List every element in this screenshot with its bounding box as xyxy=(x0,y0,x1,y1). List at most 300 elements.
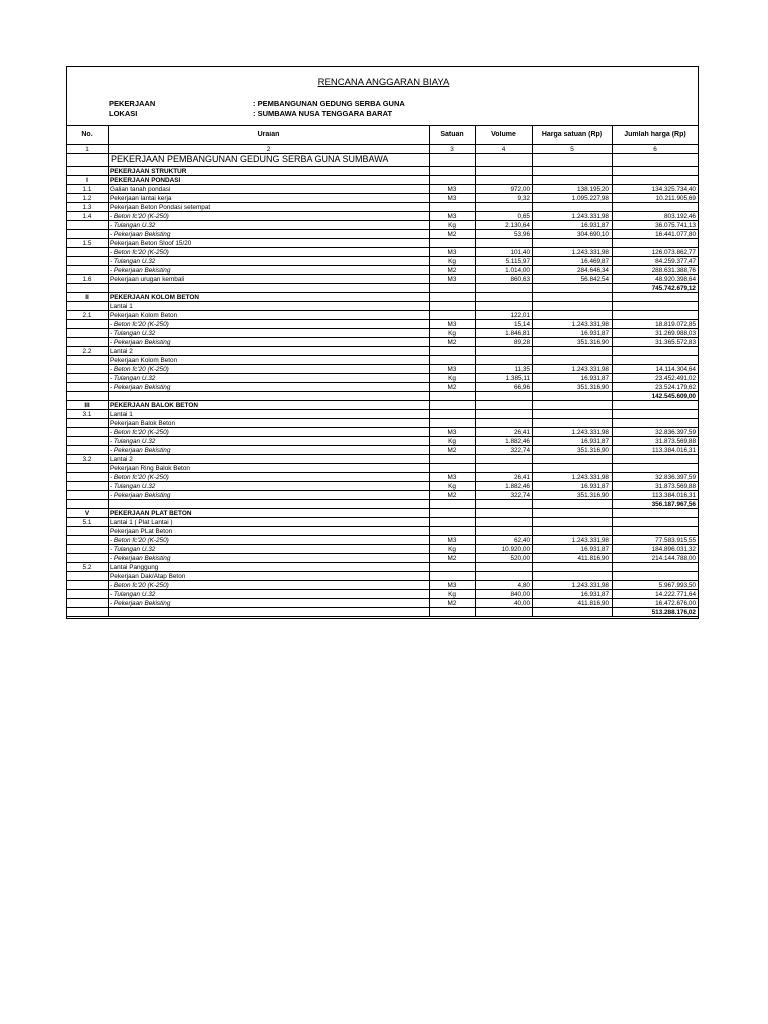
col-header-satuan: Satuan xyxy=(440,131,464,138)
cell-harga: 16.931,87 xyxy=(580,329,609,337)
cell-jumlah xyxy=(612,167,696,176)
cell-uraian: - Pekerjaan Bekisting xyxy=(110,230,171,238)
cell-uraian: - Tulangan U.32 xyxy=(110,590,156,598)
cell-volume xyxy=(475,239,530,248)
cell-jumlah xyxy=(612,563,696,572)
cell-jumlah: 214.144.788,00 xyxy=(651,554,696,562)
cell-jumlah: 14.222.771,64 xyxy=(655,590,696,598)
cell-jumlah: 356.187.967,56 xyxy=(651,500,696,508)
cell-jumlah: 184.896.031,32 xyxy=(651,545,696,553)
cell-harga xyxy=(532,455,609,464)
cell-harga: 351.316,90 xyxy=(577,338,609,346)
cell-harga xyxy=(532,302,609,311)
cell-volume xyxy=(475,464,530,473)
cell-uraian: Pekerjaan Kolom Beton xyxy=(110,311,178,319)
cell-volume xyxy=(475,527,530,536)
cell-satuan: M3 xyxy=(447,428,457,436)
cell-harga: 411.816,90 xyxy=(577,554,609,562)
cell-satuan xyxy=(429,518,475,527)
cell-volume xyxy=(475,293,530,302)
cell-no xyxy=(66,230,108,239)
grid-vline xyxy=(108,125,109,616)
col-header-jumlah: Jumlah harga (Rp) xyxy=(624,131,686,138)
col-number: 1 xyxy=(85,146,89,153)
cell-uraian: - Beton fc'20 (K-250) xyxy=(110,365,169,373)
cell-harga: 16.931,87 xyxy=(580,482,609,490)
cell-satuan: M3 xyxy=(447,320,457,328)
cell-no xyxy=(66,572,108,581)
pekerjaan-label: PEKERJAAN xyxy=(109,99,156,108)
cell-satuan xyxy=(429,455,475,464)
cell-harga: 16.931,87 xyxy=(580,545,609,553)
cell-no: 1.2 xyxy=(82,194,92,202)
cell-volume: 26,41 xyxy=(514,473,530,481)
cell-harga: 16.931,87 xyxy=(580,221,609,229)
cell-harga: 16.931,87 xyxy=(580,590,609,598)
cell-no: 5.1 xyxy=(82,518,92,526)
cell-uraian: - Pekerjaan Bekisting xyxy=(110,338,171,346)
cell-no xyxy=(66,383,108,392)
cell-no: 1.6 xyxy=(82,275,92,283)
cell-harga: 351.316,90 xyxy=(577,446,609,454)
cell-volume: 1.385,11 xyxy=(505,374,530,382)
cell-uraian xyxy=(110,608,429,617)
cell-uraian: - Beton fc'20 (K-250) xyxy=(110,473,169,481)
cell-no: 3.2 xyxy=(82,455,92,463)
cell-volume: 4,80 xyxy=(517,581,530,589)
cell-no xyxy=(66,608,108,617)
cell-harga: 1.243.331,98 xyxy=(571,365,609,373)
cell-volume: 53,96 xyxy=(514,230,530,238)
cell-volume xyxy=(475,302,530,311)
cell-uraian: Lantai Panggung xyxy=(110,563,159,571)
cell-uraian: Pekerjaan Beton Pondasi setempat xyxy=(110,203,211,211)
cell-jumlah: 23.452.491,02 xyxy=(655,374,696,382)
cell-no xyxy=(66,365,108,374)
cell-harga xyxy=(532,311,609,320)
col-number: 2 xyxy=(266,146,271,153)
cell-satuan xyxy=(429,392,475,401)
cell-no xyxy=(66,527,108,536)
cell-no xyxy=(66,221,108,230)
cell-harga xyxy=(532,356,609,365)
cell-jumlah: 16.472.676,00 xyxy=(655,599,696,607)
cell-satuan xyxy=(429,284,475,293)
cell-no xyxy=(66,428,108,437)
cell-uraian: - Tulangan U.32 xyxy=(110,329,156,337)
cell-jumlah xyxy=(612,176,696,185)
cell-no xyxy=(66,374,108,383)
cell-harga xyxy=(532,392,609,401)
cell-uraian: - Pekerjaan Bekisting xyxy=(110,491,171,499)
cell-volume: 62,40 xyxy=(514,536,530,544)
cell-no xyxy=(66,329,108,338)
cell-volume xyxy=(475,203,530,212)
cell-satuan xyxy=(429,608,475,617)
cell-satuan xyxy=(429,572,475,581)
cell-no xyxy=(66,500,108,509)
cell-volume: 66,96 xyxy=(514,383,530,391)
cell-jumlah xyxy=(612,203,696,212)
cell-jumlah: 113.384.016,31 xyxy=(652,446,696,454)
col-number: 6 xyxy=(653,146,657,153)
cell-volume: 1.882,46 xyxy=(505,482,530,490)
cell-uraian: - Pekerjaan Bekisting xyxy=(110,446,171,454)
cell-satuan xyxy=(429,347,475,356)
cell-jumlah: 36.075.741,13 xyxy=(655,221,696,229)
cell-uraian: - Tulangan U.32 xyxy=(110,221,156,229)
cell-jumlah: 745.742.679,12 xyxy=(651,284,696,292)
cell-no xyxy=(66,284,108,293)
cell-uraian: - Beton fc'20 (K-250) xyxy=(110,581,169,589)
cell-satuan xyxy=(429,239,475,248)
cell-satuan xyxy=(429,293,475,302)
cell-harga: 16.931,87 xyxy=(580,437,609,445)
cell-no xyxy=(66,419,108,428)
cell-uraian: Galian tanah pondasi xyxy=(110,185,171,193)
cell-no xyxy=(66,581,108,590)
cell-volume xyxy=(475,500,530,509)
cell-no xyxy=(66,536,108,545)
cell-harga: 138.195,20 xyxy=(577,185,609,193)
cell-no xyxy=(66,464,108,473)
cell-uraian: Lantai 1 xyxy=(110,302,133,310)
cell-harga: 1.243.331,98 xyxy=(571,212,609,220)
cell-uraian: - Pekerjaan Bekisting xyxy=(110,383,171,391)
cell-volume xyxy=(475,284,530,293)
col-header-uraian: Uraian xyxy=(257,131,280,138)
cell-no xyxy=(66,392,108,401)
cell-harga: 1.243.331,98 xyxy=(571,473,609,481)
cell-satuan: M3 xyxy=(447,365,457,373)
cell-no: II xyxy=(85,293,89,301)
cell-volume: 9,32 xyxy=(517,194,530,202)
cell-harga xyxy=(532,500,609,509)
cell-satuan xyxy=(429,302,475,311)
cell-jumlah: 32.836.397,59 xyxy=(655,428,696,436)
cell-uraian: - Tulangan U.32 xyxy=(110,482,156,490)
cell-uraian: Pekerjaan PLat Beton xyxy=(110,527,173,535)
cell-jumlah xyxy=(612,572,696,581)
cell-harga: 411.816,90 xyxy=(577,599,609,607)
cell-no: III xyxy=(84,401,90,409)
cell-no xyxy=(66,599,108,608)
cell-jumlah xyxy=(612,401,696,410)
cell-jumlah xyxy=(612,311,696,320)
cell-no xyxy=(66,320,108,329)
cell-satuan: M3 xyxy=(447,248,457,256)
cell-jumlah: 5.967.993,50 xyxy=(658,581,696,589)
cell-volume: 1.882,46 xyxy=(505,437,530,445)
cell-no xyxy=(66,473,108,482)
cell-no: 5.2 xyxy=(82,563,92,571)
cell-jumlah xyxy=(612,356,696,365)
cell-harga xyxy=(532,464,609,473)
cell-volume: 1.014,00 xyxy=(505,266,530,274)
cell-satuan: M2 xyxy=(447,554,457,562)
cell-satuan: Kg xyxy=(448,374,456,382)
cell-jumlah xyxy=(612,347,696,356)
cell-harga: 1.243.331,98 xyxy=(571,428,609,436)
cell-jumlah: 23.524.179,62 xyxy=(655,383,696,391)
cell-harga: 56.842,54 xyxy=(580,275,609,283)
cell-uraian: - Beton fc'20 (K-250) xyxy=(110,320,169,328)
cell-volume xyxy=(475,563,530,572)
cell-satuan: Kg xyxy=(448,590,456,598)
cell-harga xyxy=(532,293,609,302)
cell-jumlah xyxy=(612,509,696,518)
project-title: PEKERJAAN PEMBANGUNAN GEDUNG SERBA GUNA SUMBAWA xyxy=(111,154,389,164)
cell-harga: 1.243.331,98 xyxy=(571,581,609,589)
col-number: 5 xyxy=(570,146,574,153)
cell-satuan xyxy=(429,167,475,176)
cell-harga xyxy=(532,419,609,428)
cell-no xyxy=(66,590,108,599)
cell-uraian: - Tulangan U.32 xyxy=(110,374,156,382)
cell-satuan: Kg xyxy=(448,482,456,490)
cell-uraian xyxy=(110,284,429,293)
document-title: RENCANA ANGGARAN BIAYA xyxy=(317,77,450,88)
cell-jumlah: 31.365.572,83 xyxy=(655,338,696,346)
cell-volume xyxy=(475,419,530,428)
cell-uraian xyxy=(110,500,429,509)
cell-satuan xyxy=(429,464,475,473)
cell-harga xyxy=(532,608,609,617)
lokasi-value: : SUMBAWA NUSA TENGGARA BARAT xyxy=(253,109,393,118)
cell-jumlah xyxy=(612,239,696,248)
cell-no xyxy=(66,248,108,257)
cell-harga xyxy=(532,176,609,185)
cell-jumlah xyxy=(612,419,696,428)
cell-no xyxy=(66,302,108,311)
cell-uraian: - Pekerjaan Bekisting xyxy=(110,554,171,562)
cell-satuan: Kg xyxy=(448,257,456,265)
cell-satuan: M2 xyxy=(447,230,457,238)
cell-no: 1.3 xyxy=(82,203,92,211)
cell-volume xyxy=(475,347,530,356)
cell-satuan: M2 xyxy=(447,446,457,454)
cell-uraian: PEKERJAAN PLAT BETON xyxy=(110,509,192,517)
cell-volume xyxy=(475,509,530,518)
cell-satuan: M3 xyxy=(447,275,457,283)
cell-satuan: M3 xyxy=(447,194,457,202)
cell-harga xyxy=(532,410,609,419)
cell-volume: 520,00 xyxy=(510,554,530,562)
col-header-no: No. xyxy=(81,131,93,138)
cell-satuan: M3 xyxy=(447,581,457,589)
cell-jumlah: 32.836.397,59 xyxy=(655,473,696,481)
cell-satuan: M2 xyxy=(447,266,457,274)
cell-jumlah: 16.441.077,80 xyxy=(655,230,696,238)
cell-uraian: Pekerjaan lantai kerja xyxy=(110,194,172,202)
cell-satuan xyxy=(429,203,475,212)
cell-no xyxy=(66,482,108,491)
cell-harga: 1.243.331,98 xyxy=(571,536,609,544)
cell-volume: 15,14 xyxy=(514,320,530,328)
cell-volume: 322,74 xyxy=(510,446,530,454)
cell-uraian: PEKERJAAN STRUKTUR xyxy=(110,167,187,175)
cell-no xyxy=(66,545,108,554)
cell-harga: 16.931,87 xyxy=(580,374,609,382)
cell-satuan: Kg xyxy=(448,329,456,337)
cell-no xyxy=(66,446,108,455)
cell-no xyxy=(66,167,108,176)
cell-uraian: Pekerjaan Beton Sloof 15/20 xyxy=(110,239,192,247)
cell-jumlah: 18.819.072,85 xyxy=(655,320,696,328)
grid-hline xyxy=(66,125,699,126)
cell-uraian: PEKERJAAN PONDASI xyxy=(110,176,181,184)
cell-satuan: M3 xyxy=(447,536,457,544)
cell-satuan xyxy=(429,356,475,365)
cell-satuan: Kg xyxy=(448,437,456,445)
cell-uraian: Pekerjaan Kolom Beton xyxy=(110,356,178,364)
cell-volume xyxy=(475,608,530,617)
cell-satuan: M2 xyxy=(447,491,457,499)
cell-volume xyxy=(475,167,530,176)
cell-no: 2.1 xyxy=(82,311,92,319)
cell-satuan: M3 xyxy=(447,185,457,193)
cell-jumlah xyxy=(612,527,696,536)
cell-no xyxy=(66,257,108,266)
cell-uraian: Pekerjaan Ring Balok Beton xyxy=(110,464,190,472)
cell-uraian: - Tulangan U.32 xyxy=(110,257,156,265)
cell-harga: 1.243.331,98 xyxy=(571,248,609,256)
cell-uraian: - Beton fc'20 (K-250) xyxy=(110,536,169,544)
cell-no: 3.1 xyxy=(82,410,92,418)
cell-jumlah: 126.073.862,77 xyxy=(651,248,696,256)
cell-jumlah xyxy=(612,455,696,464)
col-number: 4 xyxy=(501,146,506,153)
cell-no xyxy=(66,491,108,500)
cell-harga: 1.243.331,98 xyxy=(571,320,609,328)
cell-volume: 10.920,00 xyxy=(501,545,530,553)
cell-jumlah: 288.631.388,76 xyxy=(651,266,696,274)
cell-satuan xyxy=(429,527,475,536)
cell-harga xyxy=(532,239,609,248)
cell-harga xyxy=(532,347,609,356)
cell-uraian: - Tulangan U.32 xyxy=(110,545,156,553)
cell-volume: 5.115,97 xyxy=(505,257,530,265)
cell-uraian: Lantai 2 xyxy=(110,455,133,463)
cell-no: I xyxy=(86,176,88,184)
cell-satuan xyxy=(429,563,475,572)
cell-satuan: M2 xyxy=(447,599,457,607)
cell-volume xyxy=(475,392,530,401)
cell-satuan: Kg xyxy=(448,545,456,553)
col-number: 3 xyxy=(450,146,454,153)
cell-harga: 351.316,90 xyxy=(577,383,609,391)
cell-harga: 16.469,87 xyxy=(580,257,609,265)
cell-volume: 972,00 xyxy=(510,185,530,193)
cell-harga xyxy=(532,509,609,518)
cell-satuan xyxy=(429,311,475,320)
cell-uraian: - Beton fc'20 (K-250) xyxy=(110,428,169,436)
cell-jumlah: 84.259.377,47 xyxy=(655,257,696,265)
cell-jumlah: 803.192,46 xyxy=(664,212,696,220)
cell-jumlah: 31.873.569,88 xyxy=(655,437,696,445)
cell-no xyxy=(66,437,108,446)
cell-uraian: PEKERJAAN KOLOM BETON xyxy=(110,293,200,301)
cell-harga xyxy=(532,167,609,176)
cell-volume: 40,00 xyxy=(514,599,530,607)
cell-uraian: - Pekerjaan Bekisting xyxy=(110,266,171,274)
col-header-harga: Harga satuan (Rp) xyxy=(541,131,603,138)
cell-jumlah: 77.583.915,55 xyxy=(655,536,696,544)
cell-harga: 1.095.227,98 xyxy=(571,194,609,202)
cell-uraian: - Beton fc'20 (K-250) xyxy=(110,248,169,256)
cell-harga xyxy=(532,527,609,536)
cell-jumlah xyxy=(612,464,696,473)
cell-no: V xyxy=(84,509,90,517)
cell-uraian: Lantai 2 xyxy=(110,347,133,355)
cell-satuan: M3 xyxy=(447,473,457,481)
cell-volume: 322,74 xyxy=(510,491,530,499)
cell-harga xyxy=(532,203,609,212)
cell-jumlah: 31.873.569,88 xyxy=(655,482,696,490)
cell-satuan xyxy=(429,401,475,410)
cell-satuan: M2 xyxy=(447,338,457,346)
cell-jumlah: 31.269.988,03 xyxy=(655,329,696,337)
cell-volume: 101,40 xyxy=(510,248,530,256)
cell-jumlah: 134.325.734,40 xyxy=(651,185,696,193)
cell-volume xyxy=(475,455,530,464)
cell-jumlah: 142.545.609,00 xyxy=(651,392,696,400)
cell-uraian: Pekerjaan Dak/Atap Beton xyxy=(110,572,186,580)
pekerjaan-value: : PEMBANGUNAN GEDUNG SERBA GUNA xyxy=(253,99,405,108)
cell-volume: 122,01 xyxy=(510,311,530,319)
cell-uraian: - Pekerjaan Bekisting xyxy=(110,599,171,607)
cell-satuan xyxy=(429,509,475,518)
cell-satuan xyxy=(429,410,475,419)
cell-harga xyxy=(532,572,609,581)
cell-harga xyxy=(532,401,609,410)
col-header-volume: Volume xyxy=(491,131,516,138)
cell-uraian: Lantai 1 xyxy=(110,410,133,418)
lokasi-label: LOKASI xyxy=(109,109,138,118)
cell-harga: 351.316,90 xyxy=(577,491,609,499)
grid-hline xyxy=(66,153,699,154)
cell-uraian: Lantai 1 ( Plat Lantai ) xyxy=(110,518,173,526)
cell-jumlah: 48.920.398,64 xyxy=(655,275,696,283)
cell-harga xyxy=(532,563,609,572)
cell-volume: 0,65 xyxy=(517,212,530,220)
cell-jumlah xyxy=(612,302,696,311)
cell-no xyxy=(66,266,108,275)
cell-satuan: M3 xyxy=(447,212,457,220)
cell-jumlah xyxy=(612,293,696,302)
cell-no: 1.4 xyxy=(82,212,92,220)
cell-volume: 1.846,81 xyxy=(505,329,530,337)
cell-uraian: Pekerjaan Balok Beton xyxy=(110,419,176,427)
cell-no: 1.5 xyxy=(82,239,92,247)
cell-no: 2.2 xyxy=(82,347,92,355)
cell-harga: 284.646,34 xyxy=(577,266,609,274)
cell-harga: 304.690,10 xyxy=(577,230,609,238)
cell-volume: 840,00 xyxy=(510,590,530,598)
cell-satuan xyxy=(429,419,475,428)
cell-satuan xyxy=(429,176,475,185)
cell-harga xyxy=(532,518,609,527)
cell-uraian: - Tulangan U.32 xyxy=(110,437,156,445)
grid-vline xyxy=(698,125,699,616)
cell-jumlah: 113.384.016,31 xyxy=(652,491,696,499)
cell-satuan: Kg xyxy=(448,221,456,229)
cell-volume xyxy=(475,410,530,419)
cell-volume: 860,63 xyxy=(510,275,530,283)
cell-volume: 11,35 xyxy=(514,365,530,373)
cell-jumlah: 14.114.304,64 xyxy=(655,365,696,373)
cell-jumlah xyxy=(612,410,696,419)
